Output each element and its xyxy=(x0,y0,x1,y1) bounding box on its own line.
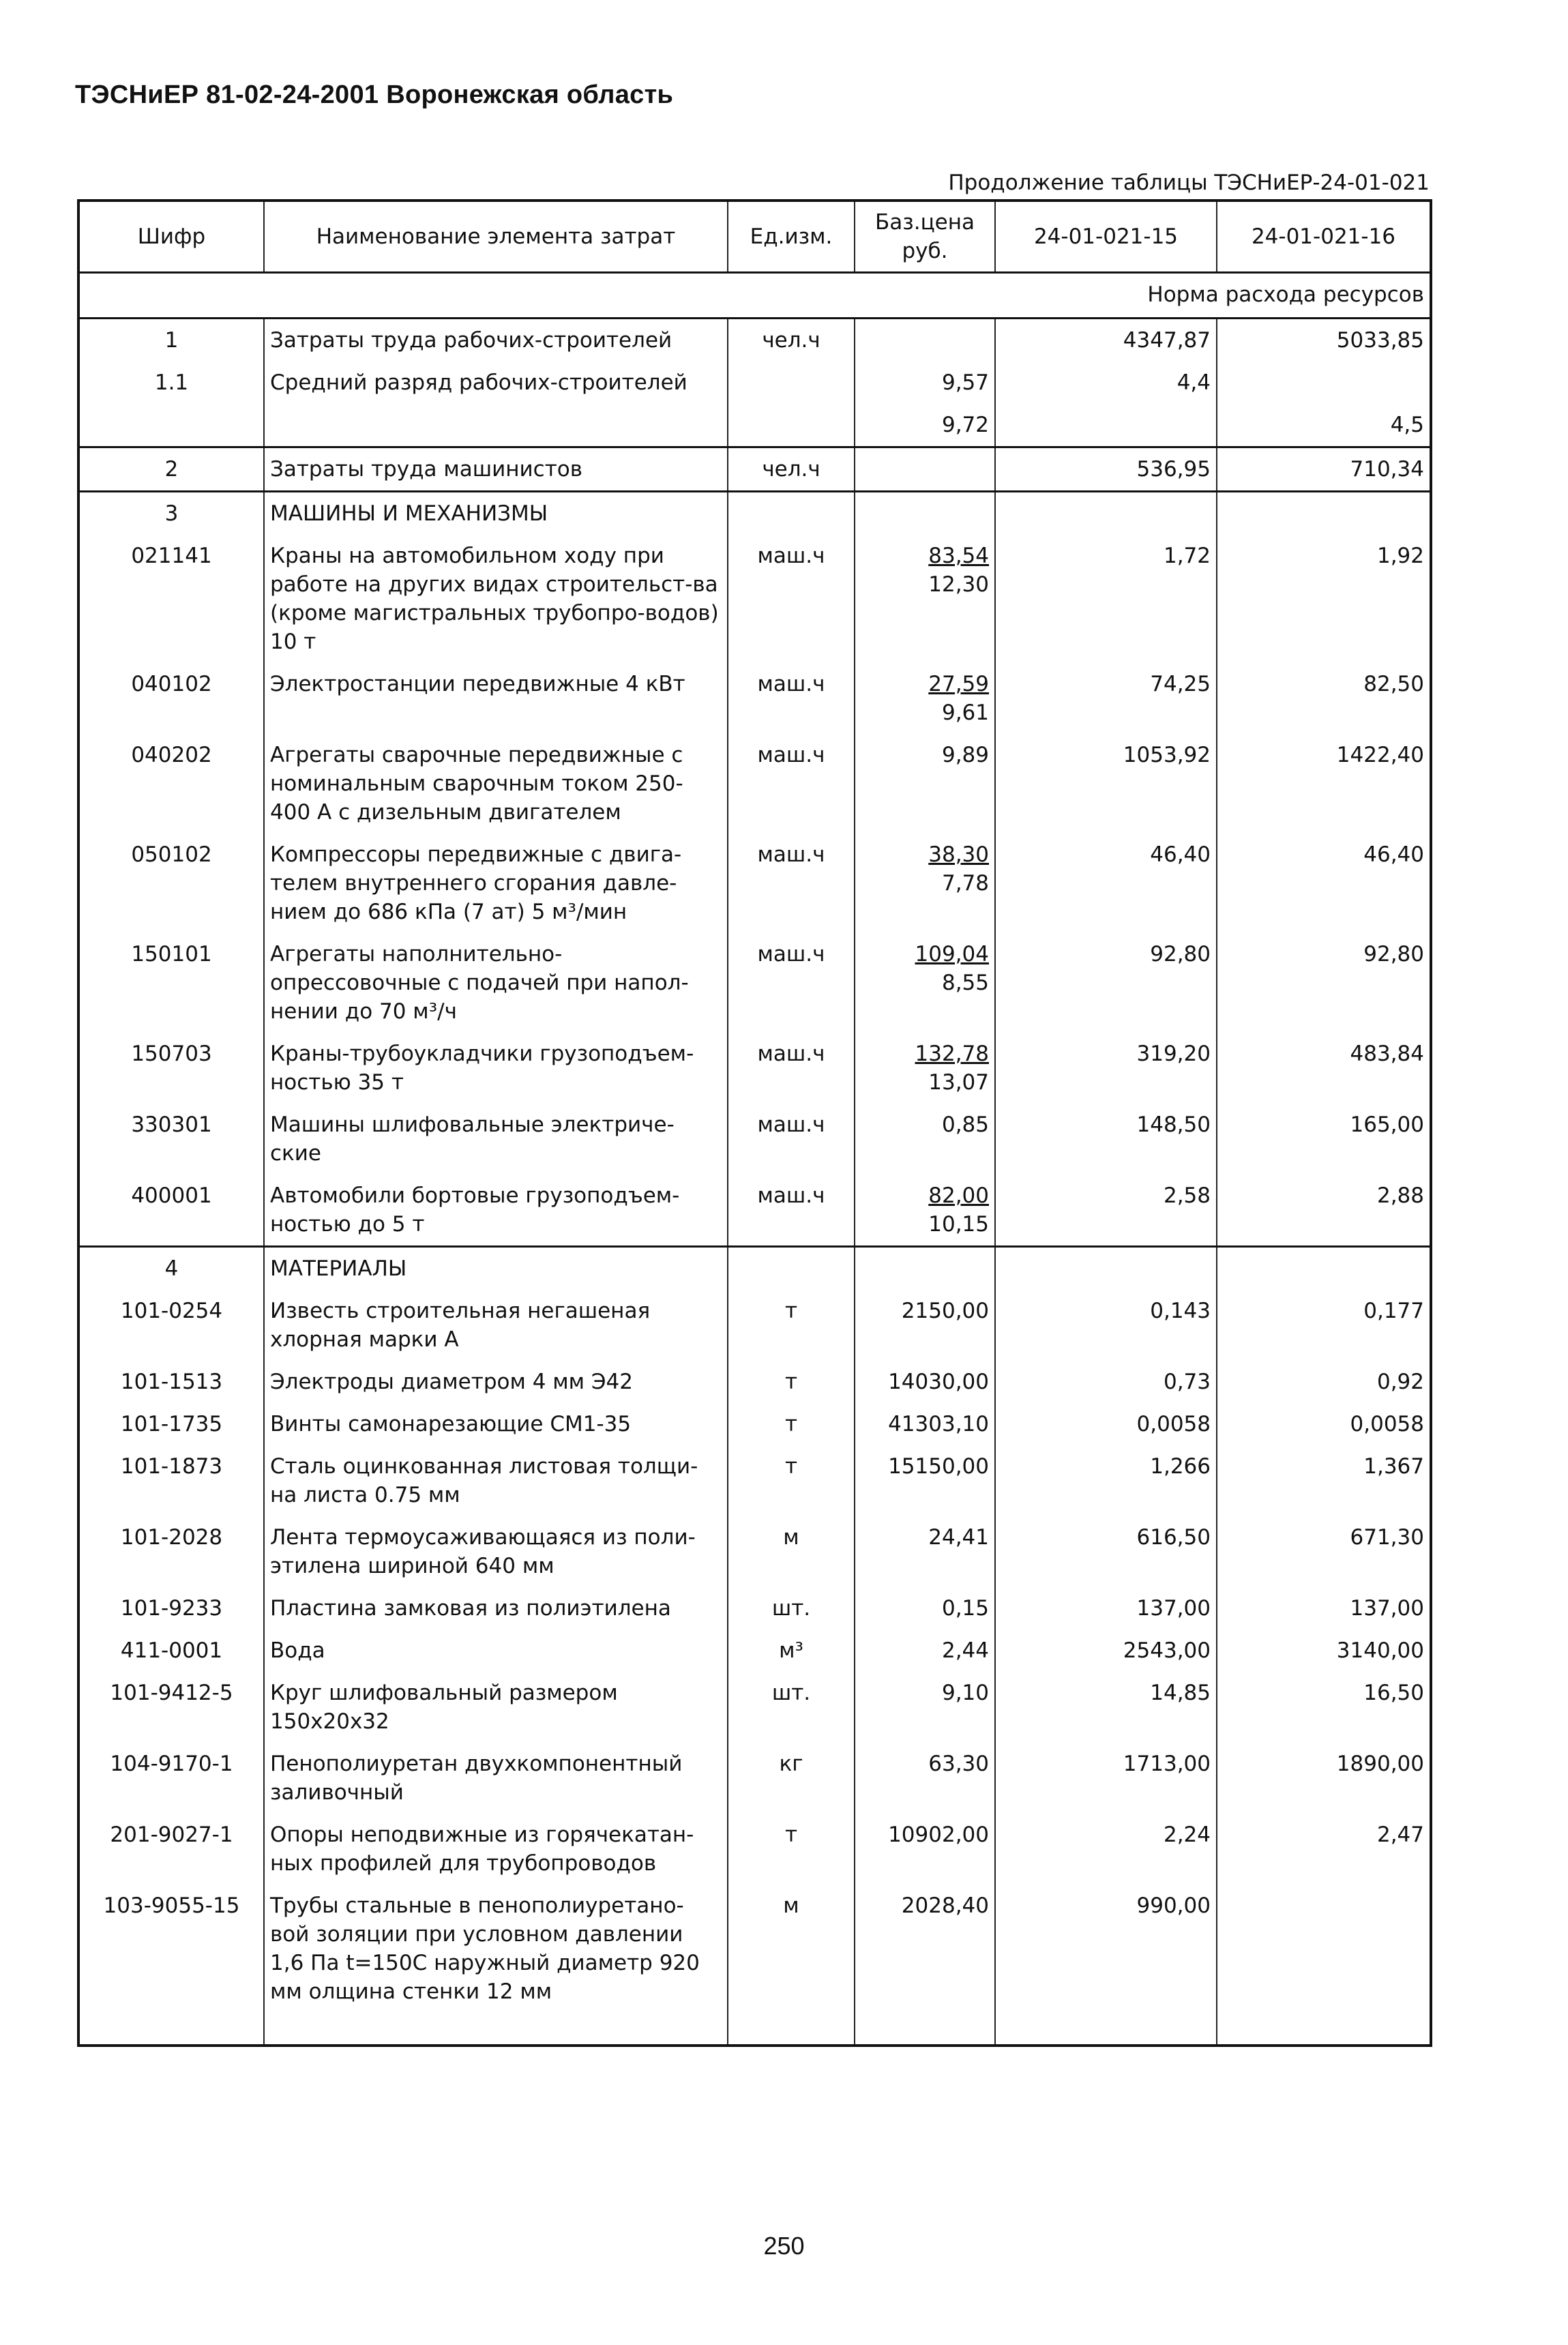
price-value: 24,41 xyxy=(928,1525,989,1550)
cell-norm-b: 82,50 xyxy=(1217,663,1431,734)
cell-price xyxy=(855,1814,995,1885)
spacer-cell xyxy=(728,2013,855,2046)
cell-norm-a: 46,40 xyxy=(995,834,1217,933)
table-row xyxy=(78,447,1431,492)
cell-unit: маш.ч xyxy=(728,663,855,734)
table-row xyxy=(78,1403,1431,1445)
table-row xyxy=(78,1587,1431,1629)
cell-code: 040202 xyxy=(78,734,264,834)
cell-name xyxy=(264,404,728,447)
column-header-code: Шифр xyxy=(78,201,264,273)
cell-code: 101-1735 xyxy=(78,1403,264,1445)
cell-norm-a: 536,95 xyxy=(995,447,1217,492)
cell-code: 101-9412-5 xyxy=(78,1672,264,1743)
cell-code: 3 xyxy=(78,492,264,535)
cell-name: Агрегаты сварочные передвижные с номинальным сварочным током 250-400 А с дизельным двигателем xyxy=(264,734,728,834)
spacer-cell xyxy=(78,2013,264,2046)
cell-name: Электростанции передвижные 4 кВт xyxy=(264,663,728,734)
cell-price xyxy=(855,734,995,834)
cell-unit: т xyxy=(728,1814,855,1885)
cell-code: 411-0001 xyxy=(78,1629,264,1672)
cell-norm-a xyxy=(995,404,1217,447)
cell-norm-a: 1,266 xyxy=(995,1445,1217,1516)
cell-unit: шт. xyxy=(728,1587,855,1629)
cell-code: 040102 xyxy=(78,663,264,734)
cell-name: Затраты труда рабочих-строителей xyxy=(264,319,728,362)
page-number: 250 xyxy=(763,2232,805,2260)
cell-norm-a xyxy=(995,492,1217,535)
cell-code: 4 xyxy=(78,1247,264,1291)
table-row xyxy=(78,1445,1431,1516)
cell-price xyxy=(855,1445,995,1516)
cell-name: Краны на автомобильном ходу при работе на других видах строительст-ва (кроме магистральных трубопро-водов) 10 т xyxy=(264,535,728,663)
cell-norm-a: 616,50 xyxy=(995,1516,1217,1587)
cell-price xyxy=(855,1403,995,1445)
cell-unit: т xyxy=(728,1403,855,1445)
cell-price xyxy=(855,492,995,535)
cell-norm-a: 74,25 xyxy=(995,663,1217,734)
cell-name: Вода xyxy=(264,1629,728,1672)
cell-code: 150101 xyxy=(78,933,264,1033)
cell-norm-b: 1,92 xyxy=(1217,535,1431,663)
cell-price xyxy=(855,1587,995,1629)
cell-code: 1 xyxy=(78,319,264,362)
cell-norm-b: 1,367 xyxy=(1217,1445,1431,1516)
cell-unit: чел.ч xyxy=(728,319,855,362)
price-value: 9,72 xyxy=(941,413,989,437)
spacer-cell xyxy=(1217,2013,1431,2046)
cell-unit: м³ xyxy=(728,1629,855,1672)
cell-norm-a: 4,4 xyxy=(995,362,1217,404)
spacer-cell xyxy=(855,2013,995,2046)
table-row xyxy=(78,1629,1431,1672)
cell-code: 101-1873 xyxy=(78,1445,264,1516)
price-value: 82,00 xyxy=(928,1183,989,1208)
cell-norm-a: 1053,92 xyxy=(995,734,1217,834)
cell-norm-b: 5033,85 xyxy=(1217,319,1431,362)
cell-price xyxy=(855,1885,995,2013)
cell-code: 2 xyxy=(78,447,264,492)
column-header-unit: Ед.изм. xyxy=(728,201,855,273)
cell-code: 101-1513 xyxy=(78,1361,264,1403)
cell-name: Сталь оцинкованная листовая толщи-на листа 0.75 мм xyxy=(264,1445,728,1516)
table-row xyxy=(78,663,1431,734)
cell-code: 400001 xyxy=(78,1175,264,1247)
cell-unit: маш.ч xyxy=(728,1033,855,1104)
cell-code: 1.1 xyxy=(78,362,264,404)
column-header-col-b: 24-01-021-16 xyxy=(1217,201,1431,273)
cell-name: МАШИНЫ И МЕХАНИЗМЫ xyxy=(264,492,728,535)
table-row xyxy=(78,404,1431,447)
cell-price xyxy=(855,319,995,362)
cell-unit: кг xyxy=(728,1743,855,1814)
cell-norm-b: 2,47 xyxy=(1217,1814,1431,1885)
cell-name: Пластина замковая из полиэтилена xyxy=(264,1587,728,1629)
price-value: 63,30 xyxy=(928,1752,989,1776)
cell-name: Электроды диаметром 4 мм Э42 xyxy=(264,1361,728,1403)
table-header-row xyxy=(78,201,1431,273)
price-value: 10902,00 xyxy=(888,1823,989,1847)
cell-code: 104-9170-1 xyxy=(78,1743,264,1814)
cell-unit: маш.ч xyxy=(728,734,855,834)
cell-code: 103-9055-15 xyxy=(78,1885,264,2013)
cell-price xyxy=(855,834,995,933)
cell-norm-b: 4,5 xyxy=(1217,404,1431,447)
cell-norm-a: 1713,00 xyxy=(995,1743,1217,1814)
cell-price xyxy=(855,1743,995,1814)
cell-name: Затраты труда машинистов xyxy=(264,447,728,492)
price-value-secondary: 8,55 xyxy=(941,971,989,995)
cell-code: 201-9027-1 xyxy=(78,1814,264,1885)
cell-norm-a: 2543,00 xyxy=(995,1629,1217,1672)
cell-norm-a: 319,20 xyxy=(995,1033,1217,1104)
price-value: 132,78 xyxy=(915,1042,989,1066)
price-value: 0,15 xyxy=(941,1596,989,1621)
cell-code: 101-9233 xyxy=(78,1587,264,1629)
cell-norm-b: 16,50 xyxy=(1217,1672,1431,1743)
cell-name: МАТЕРИАЛЫ xyxy=(264,1247,728,1291)
table-row xyxy=(78,1104,1431,1175)
cell-price xyxy=(855,1629,995,1672)
table-row xyxy=(78,834,1431,933)
cell-unit: шт. xyxy=(728,1672,855,1743)
column-header-name: Наименование элемента затрат xyxy=(264,201,728,273)
cell-unit: м xyxy=(728,1885,855,2013)
cell-norm-a: 148,50 xyxy=(995,1104,1217,1175)
cell-price xyxy=(855,1104,995,1175)
table-row xyxy=(78,1361,1431,1403)
cell-price xyxy=(855,447,995,492)
cell-name: Машины шлифовальные электриче-ские xyxy=(264,1104,728,1175)
cell-unit xyxy=(728,1247,855,1291)
cell-norm-a: 990,00 xyxy=(995,1885,1217,2013)
cell-norm-a: 2,58 xyxy=(995,1175,1217,1247)
cell-unit: т xyxy=(728,1290,855,1361)
cell-norm-b: 3140,00 xyxy=(1217,1629,1431,1672)
cell-name: Известь строительная негашеная хлорная марки А xyxy=(264,1290,728,1361)
cell-norm-b: 46,40 xyxy=(1217,834,1431,933)
table-row xyxy=(78,492,1431,535)
cell-price xyxy=(855,1361,995,1403)
cell-price xyxy=(855,535,995,663)
table-row xyxy=(78,362,1431,404)
price-value: 9,89 xyxy=(941,743,989,767)
cell-code xyxy=(78,404,264,447)
price-value: 9,57 xyxy=(941,370,989,395)
cell-unit xyxy=(728,404,855,447)
cell-norm-a: 0,73 xyxy=(995,1361,1217,1403)
price-value: 109,04 xyxy=(915,942,989,967)
table-row xyxy=(78,1672,1431,1743)
price-value: 27,59 xyxy=(928,672,989,696)
cell-price xyxy=(855,933,995,1033)
cell-code: 021141 xyxy=(78,535,264,663)
cell-price xyxy=(855,404,995,447)
cell-name: Опоры неподвижные из горячекатан-ных профилей для трубопроводов xyxy=(264,1814,728,1885)
cell-unit xyxy=(728,492,855,535)
price-value: 14030,00 xyxy=(888,1370,989,1394)
table-row xyxy=(78,1814,1431,1885)
norm-label-row xyxy=(78,273,1431,319)
cell-norm-a: 2,24 xyxy=(995,1814,1217,1885)
cell-unit xyxy=(728,362,855,404)
price-value: 15150,00 xyxy=(888,1454,989,1479)
cell-unit: маш.ч xyxy=(728,834,855,933)
cell-norm-b: 671,30 xyxy=(1217,1516,1431,1587)
cell-code: 050102 xyxy=(78,834,264,933)
cell-code: 101-2028 xyxy=(78,1516,264,1587)
price-value-secondary: 12,30 xyxy=(928,572,989,597)
cell-name: Компрессоры передвижные с двига-телем внутреннего сгорания давле-нием до 686 кПа (7 ат) 5 м³/мин xyxy=(264,834,728,933)
cell-norm-b: 137,00 xyxy=(1217,1587,1431,1629)
cell-norm-b: 0,177 xyxy=(1217,1290,1431,1361)
cell-price xyxy=(855,1516,995,1587)
table-spacer-row xyxy=(78,2013,1431,2046)
cell-name: Краны-трубоукладчики грузоподъем-ностью 35 т xyxy=(264,1033,728,1104)
table-row xyxy=(78,535,1431,663)
cell-name: Трубы стальные в пенополиуретано-вой золяции при условном давлении 1,6 Па t=150С наружный диаметр 920 мм олщина стенки 12 мм xyxy=(264,1885,728,2013)
cell-code: 150703 xyxy=(78,1033,264,1104)
column-header-price: Баз.цена руб. xyxy=(855,201,995,273)
cell-name: Агрегаты наполнительно-опрессовочные с подачей при напол-нении до 70 м³/ч xyxy=(264,933,728,1033)
cell-unit: маш.ч xyxy=(728,1104,855,1175)
table-row xyxy=(78,1290,1431,1361)
page-header: ТЭСНиЕР 81-02-24-2001 Воронежская область xyxy=(75,80,674,109)
price-value: 2028,40 xyxy=(901,1893,989,1918)
cell-norm-b: 0,92 xyxy=(1217,1361,1431,1403)
table-row xyxy=(78,319,1431,362)
price-value-secondary: 13,07 xyxy=(928,1070,989,1095)
cell-unit: маш.ч xyxy=(728,1175,855,1247)
cell-price xyxy=(855,1290,995,1361)
cell-norm-b: 2,88 xyxy=(1217,1175,1431,1247)
table-row xyxy=(78,1175,1431,1247)
resource-norms-table xyxy=(77,199,1432,2047)
cell-norm-a: 4347,87 xyxy=(995,319,1217,362)
cell-code: 101-0254 xyxy=(78,1290,264,1361)
cell-unit: т xyxy=(728,1445,855,1516)
cell-unit: т xyxy=(728,1361,855,1403)
cell-name: Автомобили бортовые грузоподъем-ностью до 5 т xyxy=(264,1175,728,1247)
spacer-cell xyxy=(264,2013,728,2046)
cell-norm-a: 1,72 xyxy=(995,535,1217,663)
cell-unit: маш.ч xyxy=(728,933,855,1033)
cell-norm-b: 1890,00 xyxy=(1217,1743,1431,1814)
cell-norm-b xyxy=(1217,1885,1431,2013)
price-value: 2,44 xyxy=(941,1638,989,1663)
cell-norm-b: 483,84 xyxy=(1217,1033,1431,1104)
norm-label: Норма расхода ресурсов xyxy=(78,273,1431,319)
cell-norm-a: 92,80 xyxy=(995,933,1217,1033)
cell-name: Винты самонарезающие СМ1-35 xyxy=(264,1403,728,1445)
cell-price xyxy=(855,1672,995,1743)
price-value-secondary: 10,15 xyxy=(928,1212,989,1237)
column-header-col-a: 24-01-021-15 xyxy=(995,201,1217,273)
price-value: 2150,00 xyxy=(901,1299,989,1323)
cell-norm-b xyxy=(1217,362,1431,404)
table-row xyxy=(78,1033,1431,1104)
cell-code: 330301 xyxy=(78,1104,264,1175)
cell-norm-a xyxy=(995,1247,1217,1291)
cell-name: Лента термоусаживающаяся из поли-этилена шириной 640 мм xyxy=(264,1516,728,1587)
cell-name: Пенополиуретан двухкомпонентный заливочный xyxy=(264,1743,728,1814)
cell-norm-b: 1422,40 xyxy=(1217,734,1431,834)
cell-norm-b xyxy=(1217,492,1431,535)
cell-norm-b: 165,00 xyxy=(1217,1104,1431,1175)
table-row xyxy=(78,1516,1431,1587)
cell-norm-a: 0,143 xyxy=(995,1290,1217,1361)
price-value-secondary: 7,78 xyxy=(941,871,989,896)
price-value: 9,10 xyxy=(941,1681,989,1705)
cell-price xyxy=(855,362,995,404)
cell-name: Средний разряд рабочих-строителей xyxy=(264,362,728,404)
cell-norm-b: 92,80 xyxy=(1217,933,1431,1033)
table-row xyxy=(78,933,1431,1033)
cell-norm-b: 0,0058 xyxy=(1217,1403,1431,1445)
cell-price xyxy=(855,663,995,734)
cell-norm-a: 137,00 xyxy=(995,1587,1217,1629)
cell-price xyxy=(855,1033,995,1104)
price-value: 0,85 xyxy=(941,1112,989,1137)
cell-norm-a: 14,85 xyxy=(995,1672,1217,1743)
cell-unit: м xyxy=(728,1516,855,1587)
table-row xyxy=(78,1885,1431,2013)
cell-unit: маш.ч xyxy=(728,535,855,663)
cell-price xyxy=(855,1247,995,1291)
table-row xyxy=(78,1743,1431,1814)
cell-norm-a: 0,0058 xyxy=(995,1403,1217,1445)
price-value: 38,30 xyxy=(928,842,989,867)
cell-name: Круг шлифовальный размером 150х20х32 xyxy=(264,1672,728,1743)
price-value: 83,54 xyxy=(928,544,989,568)
cell-norm-b: 710,34 xyxy=(1217,447,1431,492)
cell-price xyxy=(855,1175,995,1247)
cell-unit: чел.ч xyxy=(728,447,855,492)
table-continuation-caption: Продолжение таблицы ТЭСНиЕР-24-01-021 xyxy=(948,171,1430,195)
spacer-cell xyxy=(995,2013,1217,2046)
table-row xyxy=(78,1247,1431,1291)
table-row xyxy=(78,734,1431,834)
price-value: 41303,10 xyxy=(888,1412,989,1436)
price-value-secondary: 9,61 xyxy=(941,700,989,725)
cell-norm-b xyxy=(1217,1247,1431,1291)
